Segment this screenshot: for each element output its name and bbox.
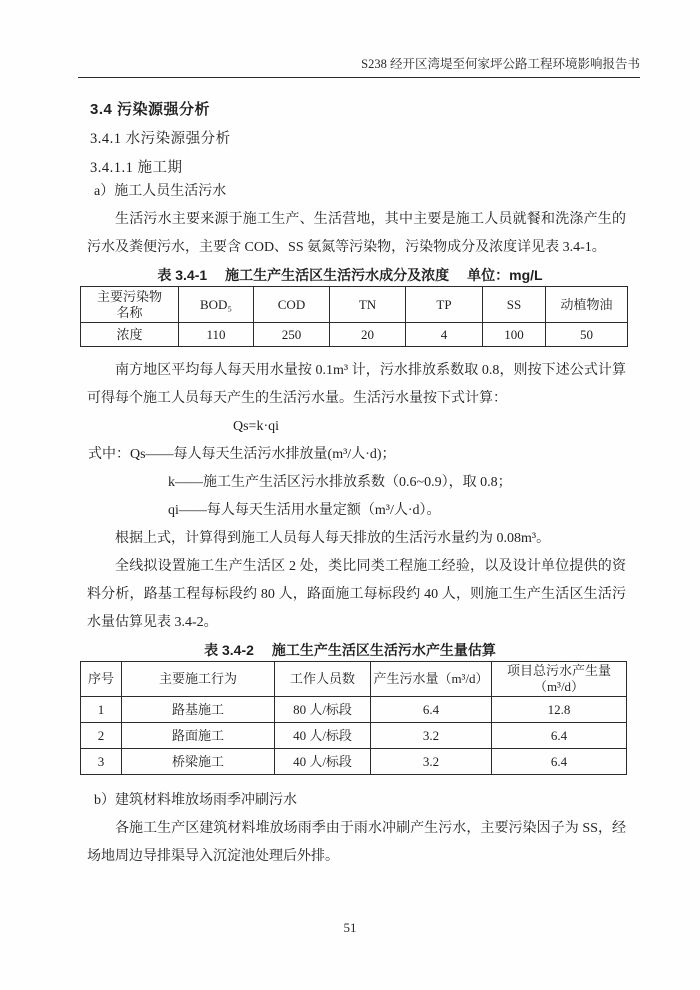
header-cell: 序号 <box>81 662 122 697</box>
cell: 3 <box>81 749 122 775</box>
cell: 3.2 <box>371 723 492 749</box>
header-cell-label: 主要污染物名称 <box>96 288 162 320</box>
header-cell: 动植物油 <box>546 287 628 323</box>
formula-term-k: k——施工生产生活区污水排放系数（0.6~0.9），取 0.8； <box>168 475 512 490</box>
table-header-row <box>81 287 628 323</box>
cell: 50 <box>546 323 628 347</box>
cell: 6.4 <box>492 723 627 749</box>
cell: 110 <box>179 323 254 347</box>
table-row <box>81 749 627 775</box>
cell: 250 <box>254 323 330 347</box>
cell: 12.8 <box>492 697 627 723</box>
table-3-4-2-title: 施工生产生活区生活污水产生量估算 <box>271 642 496 658</box>
header-cell <box>81 287 179 323</box>
header-cell: 产生污水量（m³/d） <box>371 662 492 697</box>
table-3-4-2-label: 表 3.4-2 <box>204 642 254 658</box>
cell: 6.4 <box>492 749 627 775</box>
paragraph-rain-wash: 各施工生产区建筑材料堆放场雨季由于雨水冲刷产生污水，主要污染因子为 SS，经场地周边导排渠导入沉淀池处理后外排。 <box>87 821 626 864</box>
paragraph-water-usage: 南方地区平均每人每天用水量按 0.1m³ 计，污水排放系数取 0.8，则按下述公式计算可得每个施工人员每天产生的生活污水量。生活污水量按下式计算： <box>87 363 626 406</box>
formula-term-qi: qi——每人每天生活用水量定额（m³/人·d）。 <box>168 503 441 518</box>
cell: 2 <box>81 723 122 749</box>
table-3-4-1-unit: 单位：mg/L <box>467 267 543 283</box>
formula-qs: Qs=k·qi <box>233 419 280 434</box>
cell: 100 <box>483 323 546 347</box>
cell: 4 <box>406 323 483 347</box>
cell: 40 人/标段 <box>275 749 371 775</box>
section-heading-3-4-1: 3.4.1 水污染源强分析 <box>90 131 231 147</box>
header-cell: COD <box>254 287 330 323</box>
header-cell: 主要施工行为 <box>122 662 275 697</box>
header-cell: TN <box>330 287 406 323</box>
cell: 20 <box>330 323 406 347</box>
table-3-4-2 <box>80 661 627 775</box>
table-row <box>81 323 628 347</box>
page-number: 51 <box>343 920 357 935</box>
section-heading-3-4-1-1: 3.4.1.1 施工期 <box>90 160 183 176</box>
header-cell: 工作人员数 <box>275 662 371 697</box>
cell: 80 人/标段 <box>275 697 371 723</box>
paragraph-camp-estimate: 全线拟设置施工生产生活区 2 处，类比同类工程施工经验，以及设计单位提供的资料分析，路基工程每标段约 80 人，路面施工每标段约 40 人，则施工生产生活区生活污水量估算见表 3.4-2。 <box>87 559 626 630</box>
cell: 40 人/标段 <box>275 723 371 749</box>
list-item-b: b）建筑材料堆放场雨季冲刷污水 <box>94 793 297 808</box>
list-item-a: a）施工人员生活污水 <box>94 184 227 199</box>
cell: 路基施工 <box>122 697 275 723</box>
table-row <box>81 697 627 723</box>
header-cell-label: 项目总污水产生量（m³/d） <box>506 663 611 694</box>
cell: 3.2 <box>371 749 492 775</box>
table-3-4-1 <box>80 286 628 347</box>
table-3-4-2-caption <box>60 639 640 661</box>
header-cell: SS <box>483 287 546 323</box>
section-heading-3-4: 3.4 污染源强分析 <box>90 101 211 118</box>
page-header <box>78 56 640 78</box>
cell: 浓度 <box>81 323 179 347</box>
cell: 6.4 <box>371 697 492 723</box>
table-3-4-1-caption <box>60 264 640 286</box>
paragraph-domestic-sewage: 生活污水主要来源于施工生产、生活营地，其中主要是施工人员就餐和洗涤产生的污水及粪便污水，主要含 COD、SS 氨氮等污染物，污染物成分及浓度详见表 3.4-1。 <box>87 212 626 255</box>
table-3-4-1-label: 表 3.4-1 <box>157 267 208 283</box>
cell: 路面施工 <box>122 723 275 749</box>
table-header-row <box>81 662 627 697</box>
report-title: S238 经开区湾堤至何家坪公路工程环境影响报告书 <box>361 57 640 71</box>
header-cell: BOD₅ <box>179 287 254 323</box>
table-row <box>81 723 627 749</box>
cell: 1 <box>81 697 122 723</box>
table-3-4-1-title: 施工生产生活区生活污水成分及浓度 <box>225 267 450 283</box>
paragraph-result: 根据上式，计算得到施工人员每人每天排放的生活污水量约为 0.08m³。 <box>115 531 551 546</box>
formula-term-qs: 式中：Qs——每人每天生活污水排放量(m³/人·d)； <box>88 447 396 462</box>
header-cell: TP <box>406 287 483 323</box>
cell: 桥梁施工 <box>122 749 275 775</box>
header-cell <box>492 662 627 697</box>
